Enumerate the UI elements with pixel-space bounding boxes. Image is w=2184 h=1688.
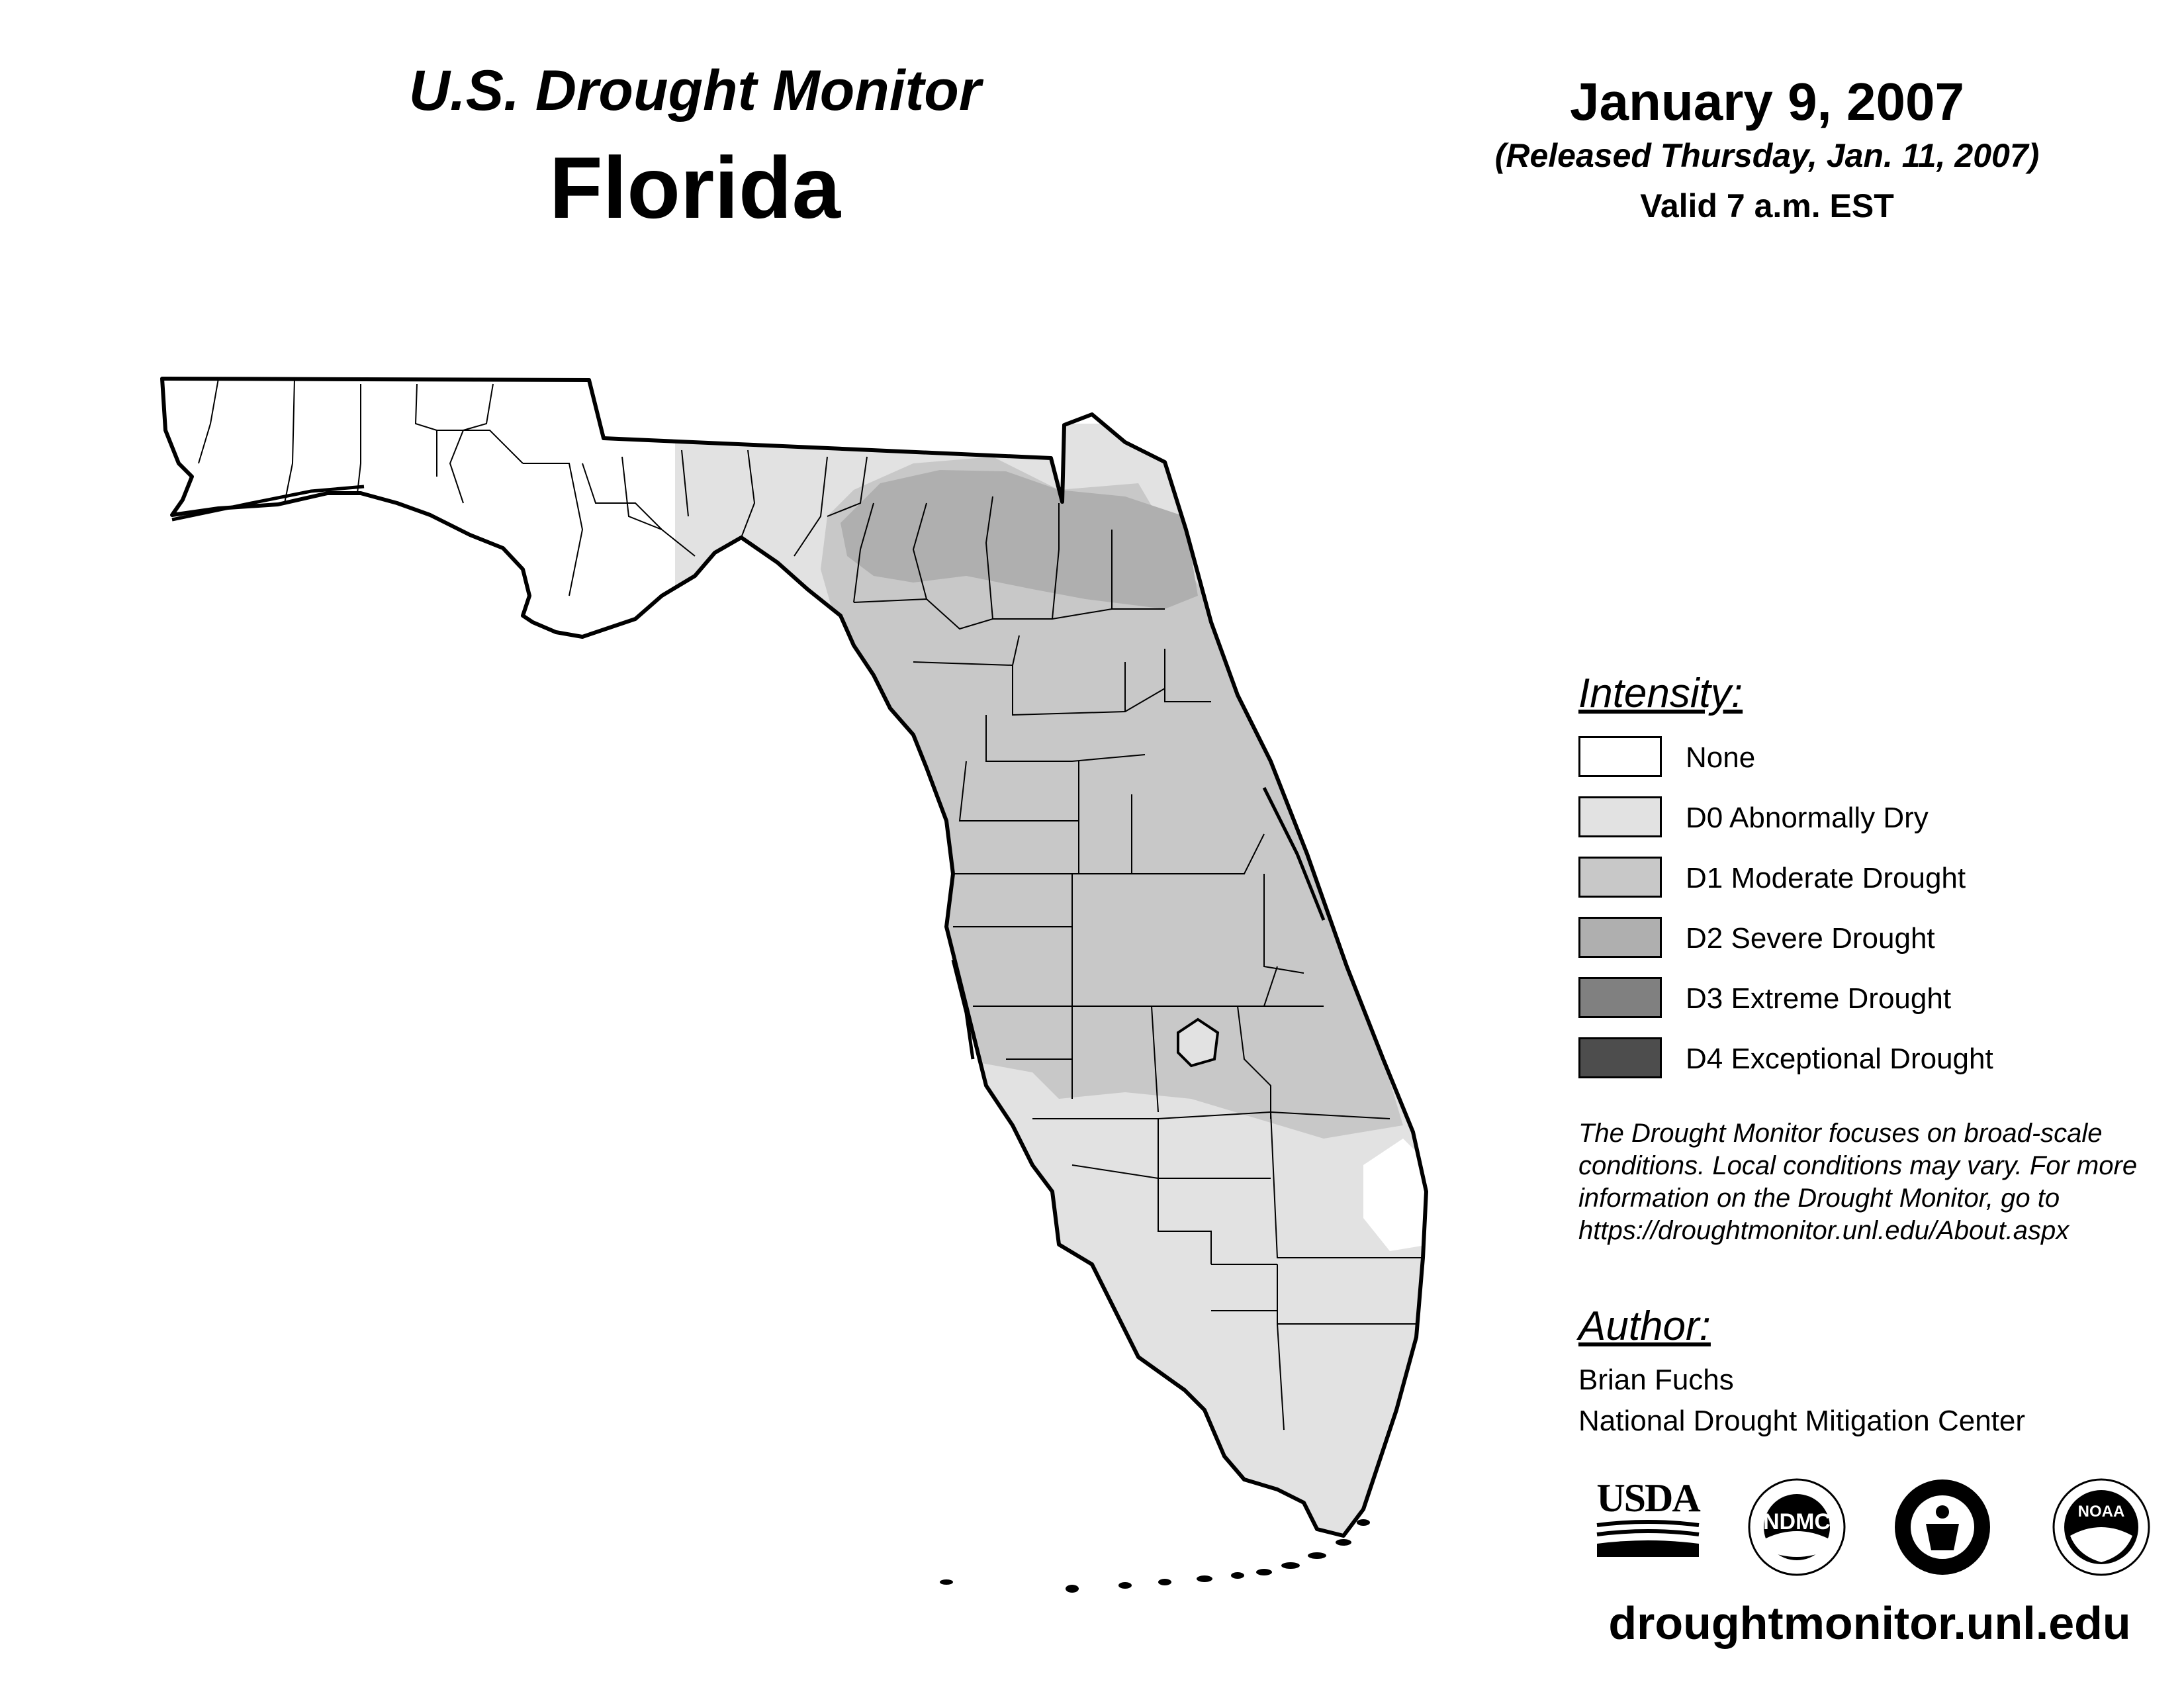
commerce-seal-icon: [1893, 1477, 1992, 1577]
author-name: Brian Fuchs: [1578, 1364, 1734, 1396]
disclaimer-text: [1578, 1117, 2174, 1247]
legend-swatch: [1578, 917, 1662, 958]
usda-logo-text: USDA: [1596, 1476, 1700, 1520]
legend-label: D3 Extreme Drought: [1686, 982, 1952, 1015]
ndmc-logo: [1747, 1477, 1846, 1577]
legend-label: D2 Severe Drought: [1686, 922, 1935, 955]
legend-label: D0 Abnormally Dry: [1686, 802, 1929, 834]
florida-keys: [940, 1519, 1370, 1593]
commerce-logo: [1893, 1477, 1992, 1577]
valid-time: Valid 7 a.m. EST: [1640, 187, 1894, 224]
usda-fields-icon: [1592, 1519, 1704, 1560]
legend-label: None: [1686, 741, 1756, 774]
disclaimer-line: information on the Drought Monitor, go to: [1578, 1184, 2060, 1213]
author-title: Author:: [1578, 1303, 1711, 1349]
map-region-title: Florida: [549, 139, 841, 236]
legend-label: D4 Exceptional Drought: [1686, 1043, 1993, 1075]
noaa-logo-text: NOAA: [2077, 1503, 2125, 1521]
disclaimer-link[interactable]: https://droughtmonitor.unl.edu/About.aspx: [1578, 1216, 2070, 1245]
legend-swatch: [1578, 1037, 1662, 1078]
usda-logo: [1592, 1477, 1704, 1564]
legend-swatch: [1578, 977, 1662, 1018]
release-date: (Released Thursday, Jan. 11, 2007): [1494, 137, 2040, 174]
map-date: January 9, 2007: [1570, 72, 1964, 131]
website-link[interactable]: droughtmonitor.unl.edu: [1608, 1597, 2131, 1649]
legend-swatch: [1578, 736, 1662, 777]
map-product-title: U.S. Drought Monitor: [408, 59, 981, 122]
ndmc-logo-text: NDMC: [1763, 1509, 1831, 1534]
legend-swatch: [1578, 857, 1662, 898]
noaa-seal-icon: [2052, 1477, 2151, 1577]
noaa-logo: [2052, 1477, 2151, 1577]
disclaimer-line: conditions. Local conditions may vary. For more: [1578, 1151, 2138, 1180]
author-organization: National Drought Mitigation Center: [1578, 1405, 2026, 1437]
disclaimer-line: The Drought Monitor focuses on broad-scale: [1578, 1119, 2103, 1148]
legend-label: D1 Moderate Drought: [1686, 862, 1966, 894]
legend-swatch: [1578, 796, 1662, 837]
legend-title: Intensity:: [1578, 671, 1743, 716]
